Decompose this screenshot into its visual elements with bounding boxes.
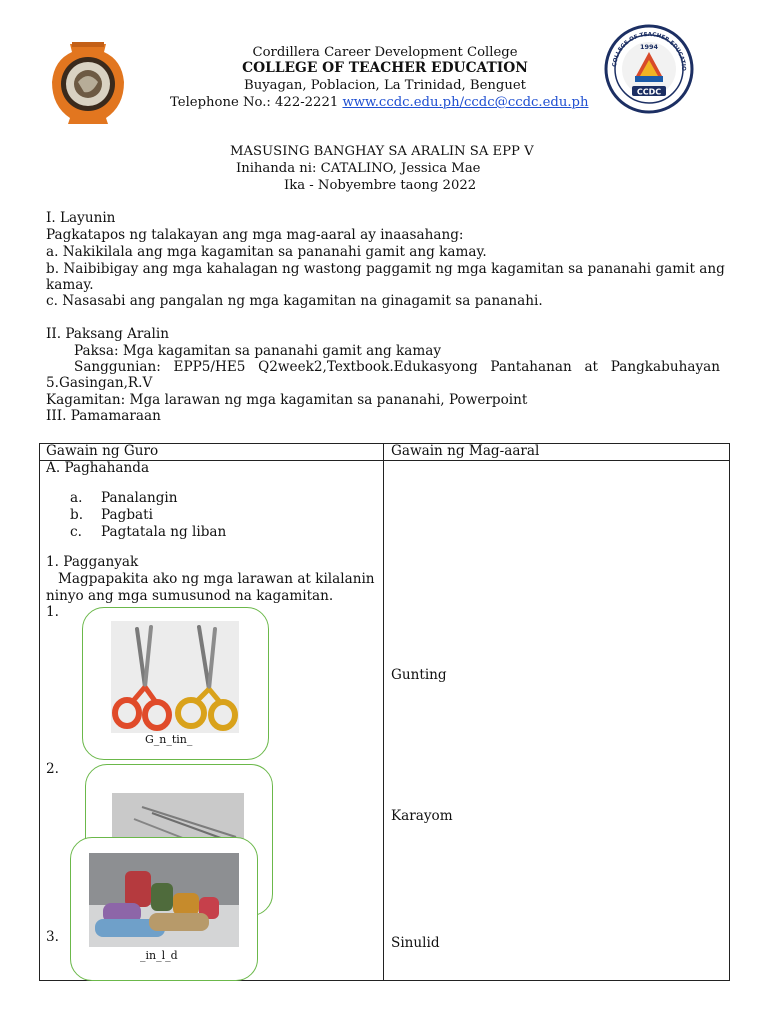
sanggunian-line2: 5.Gasingan,R.V [46, 375, 153, 391]
right-logo-abbr: CCDC [636, 87, 662, 97]
layunin-heading: I. Layunin [46, 210, 116, 226]
col-header-student: Gawain ng Mag-aaral [391, 443, 540, 459]
answer-sinulid: Sinulid [391, 935, 440, 951]
telephone: Telephone No.: 422-2221 [170, 95, 339, 110]
objective-b-line2: kamay. [46, 277, 94, 293]
layunin-intro: Pagkatapos ng talakayan ang mga mag-aaral ay inaasahang: [46, 227, 464, 243]
list-marker: b. [70, 507, 84, 523]
paksang-aralin-heading: II. Paksang Aralin [46, 326, 169, 342]
pagganyak-text-line2: ninyo ang mga sumusunod na kagamitan. [46, 588, 334, 604]
pamamaraan-heading: III. Pamamaraan [46, 408, 161, 424]
col-header-teacher: Gawain ng Guro [46, 443, 159, 459]
item-number-2: 2. [46, 761, 59, 777]
contact-line [170, 94, 588, 111]
objective-a: a. Nakikilala ang mga kagamitan sa pananahi gamit ang kamay. [46, 244, 487, 260]
right-logo-ring-text: COLLEGE OF TEACHER EDUCATIO [612, 31, 687, 71]
sanggunian-line1: Sanggunian: EPP5/HE5 Q2week2,Textbook.Edukasyong Pantahanan at Pangkabuhayan [74, 359, 720, 375]
website-email-link[interactable]: www.ccdc.edu.ph/ccdc@ccdc.edu.ph [342, 95, 589, 110]
address: Buyagan, Poblacion, La Trinidad, Benguet [244, 78, 526, 93]
list-marker: a. [70, 490, 83, 506]
pagganyak-text-line1: Magpapakita ako ng mga larawan at kilalanin [58, 571, 375, 587]
list-item [70, 490, 178, 507]
list-item [70, 507, 153, 524]
lesson-plan-title: MASUSING BANGHAY SA ARALIN SA EPP V [230, 144, 534, 159]
list-marker: c. [70, 524, 82, 540]
paghahanda-heading: A. Paghahanda [46, 460, 150, 476]
list-text: Pagbati [101, 507, 153, 523]
thread-photo [89, 853, 239, 947]
table-column-divider [383, 443, 384, 980]
school-logo-left [48, 38, 128, 128]
objective-c: c. Nasasabi ang pangalan ng mga kagamitan na ginagamit sa pananahi. [46, 293, 543, 309]
item-number-1: 1. [46, 604, 59, 620]
thread-caption: _in_l_d [140, 949, 178, 962]
paksa: Paksa: Mga kagamitan sa pananahi gamit ang kamay [74, 343, 442, 359]
item-number-3: 3. [46, 929, 59, 945]
answer-gunting: Gunting [391, 667, 447, 683]
list-item [70, 524, 226, 541]
college-name: Cordillera Career Development College [252, 45, 518, 60]
scissors-photo [111, 621, 239, 733]
department-name: COLLEGE OF TEACHER EDUCATION [242, 60, 528, 76]
date-line: Ika - Nobyembre taong 2022 [284, 178, 477, 193]
list-text: Pagtatala ng liban [101, 524, 227, 540]
answer-karayom: Karayom [391, 808, 453, 824]
prepared-by: Inihanda ni: CATALINO, Jessica Mae [236, 161, 481, 176]
scissors-caption: G_n_tin_ [145, 733, 193, 746]
pagganyak-heading: 1. Pagganyak [46, 554, 139, 570]
right-logo-year: 1994 [639, 43, 659, 51]
list-text: Panalangin [101, 490, 178, 506]
objective-b-line1: b. Naibibigay ang mga kahalagan ng wastong paggamit ng mga kagamitan sa pananahi gamit ang [46, 261, 725, 277]
kagamitan: Kagamitan: Mga larawan ng mga kagamitan sa pananahi, Powerpoint [46, 392, 528, 408]
